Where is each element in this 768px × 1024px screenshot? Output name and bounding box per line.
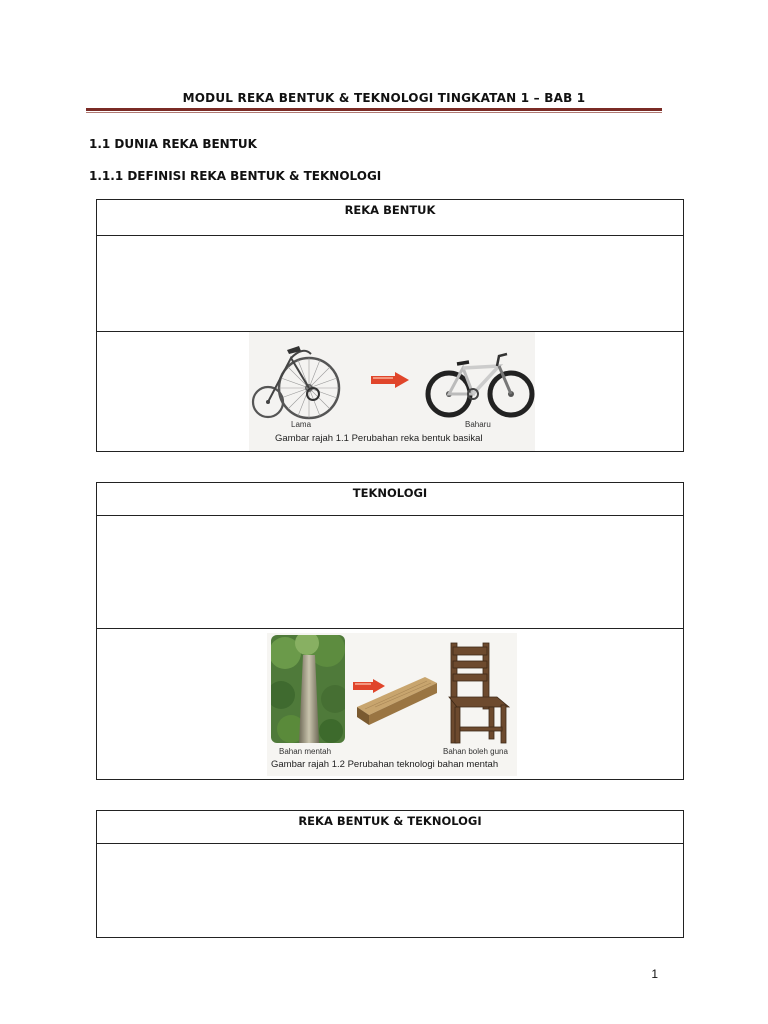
reka-bentuk-figure-row xyxy=(97,332,683,451)
header-rule xyxy=(86,108,662,111)
teknologi-answer-area[interactable] xyxy=(97,516,683,629)
wooden-chair-icon xyxy=(443,641,513,745)
teknologi-title: TEKNOLOGI xyxy=(97,483,683,516)
page-header-title: MODUL REKA BENTUK & TEKNOLOGI TINGKATAN 1 – BAB 1 xyxy=(182,91,586,105)
lumber-plank-icon xyxy=(355,671,441,727)
caption-text: Perubahan reka bentuk basikal xyxy=(351,433,483,444)
caption-number: Gambar rajah 1.2 xyxy=(271,759,345,770)
figure-caption xyxy=(275,433,483,444)
penny-farthing-icon xyxy=(251,336,343,422)
bicycle-figure xyxy=(249,332,535,451)
reka-bentuk-box xyxy=(96,199,684,452)
caption-text: Perubahan teknologi bahan mentah xyxy=(347,759,499,770)
header-rule-thin xyxy=(86,112,662,113)
reka-bentuk-teknologi-title: REKA BENTUK & TEKNOLOGI xyxy=(97,811,683,844)
reka-bentuk-teknologi-answer-area[interactable] xyxy=(97,844,683,937)
caption-number: Gambar rajah 1.1 xyxy=(275,433,349,444)
mountain-bike-icon xyxy=(425,348,535,420)
reka-bentuk-teknologi-box xyxy=(96,810,684,938)
teknologi-figure-row xyxy=(97,629,683,779)
label-lama: Lama xyxy=(291,420,312,429)
figure-caption xyxy=(271,759,498,770)
red-arrow-icon xyxy=(371,372,409,388)
tree-icon xyxy=(271,635,345,743)
section-heading: 1.1 DUNIA REKA BENTUK xyxy=(89,137,257,151)
label-bahan-mentah: Bahan mentah xyxy=(279,747,332,756)
material-figure xyxy=(267,633,517,776)
subsection-heading: 1.1.1 DEFINISI REKA BENTUK & TEKNOLOGI xyxy=(89,169,382,183)
reka-bentuk-answer-area[interactable] xyxy=(97,236,683,332)
label-bahan-boleh-guna: Bahan boleh guna xyxy=(443,747,508,756)
teknologi-box xyxy=(96,482,684,780)
reka-bentuk-title: REKA BENTUK xyxy=(97,200,683,236)
label-baharu: Baharu xyxy=(465,420,491,429)
page-number: 1 xyxy=(651,967,658,981)
